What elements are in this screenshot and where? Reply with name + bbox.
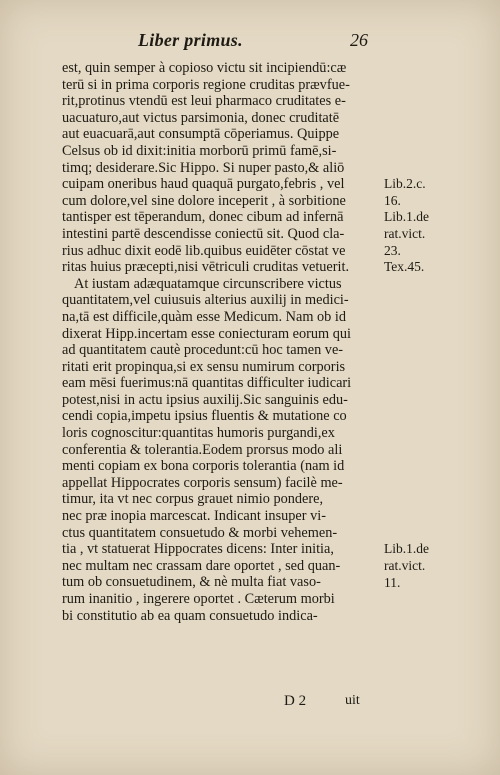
margin-note: rat.vict. bbox=[384, 226, 426, 241]
text-line: timq; desiderare.Sic Hippo. Si nuper pasto,& aliō bbox=[62, 159, 345, 176]
text-line: ritas huius præcepti,nisi vētriculi cruditas vetuerit. bbox=[62, 259, 350, 276]
text-line: na,tā est difficile,quàm esse Medicum. Nam ob id bbox=[62, 308, 347, 325]
page-number: 26 bbox=[350, 30, 368, 50]
margin-note: Lib.2.c. bbox=[384, 176, 426, 192]
text-line: At iustam adæquatamque circunscribere victus bbox=[74, 275, 342, 292]
text-line: dixerat Hipp.incertam esse coniecturam eorum qui bbox=[62, 325, 352, 342]
text-line: appellat Hippocrates corporis sensum) facilè me- bbox=[62, 474, 343, 491]
text-line: loris cognoscitur:quantitas humoris purgandi,ex bbox=[62, 425, 335, 442]
margin-note: Lib.1.de bbox=[384, 209, 429, 225]
text-line: tantisper est tēperandum, donec cibum ad infernā bbox=[62, 209, 344, 226]
text-line: menti copiam ex bona corporis tolerantia (nam id bbox=[62, 458, 345, 475]
body-text bbox=[62, 60, 378, 624]
text-line: bi constitutio ab ea quam consuetudo indica- bbox=[62, 607, 318, 624]
text-line: cendi copia,impetu ipsius fluentis & mutatione co bbox=[62, 408, 347, 425]
text-line: ad quantitatem cautè procedunt:cū hoc tamen ve- bbox=[62, 342, 344, 359]
margin-note: Lib.1.de bbox=[384, 541, 429, 557]
text-line: Celsus ob id dixit:initia morborū primū famē,si- bbox=[62, 142, 337, 159]
catchword: uit bbox=[345, 693, 360, 708]
text-line: est, quin semper à copioso victu sit incipiendū:cæ bbox=[62, 60, 347, 76]
text-line: aut euacuarā,aut consumptā cōperiamus. Quippe bbox=[62, 126, 340, 143]
text-line: nec multam nec crassam dare oportet , sed quan- bbox=[62, 557, 341, 574]
text-line: rum inanitio , ingerere oportet . Cæterum morbi bbox=[62, 591, 335, 607]
margin-note: 23. bbox=[384, 242, 401, 258]
text-line: rius adhuc dixit eodē lib.quibus euidēter cōstat ve bbox=[62, 242, 346, 259]
margin-note: 11. bbox=[384, 574, 401, 590]
running-title: Liber primus. bbox=[138, 30, 243, 50]
margin-note: 16. bbox=[384, 192, 401, 208]
margin-note: rat.vict. bbox=[384, 558, 426, 573]
signature-mark: D 2 bbox=[284, 693, 307, 709]
text-line: ritati erit propinqua,si ex sensu numirum corporis bbox=[62, 358, 346, 375]
text-line: potest,nisi in actu ipsius auxilij.Sic sanguinis edu- bbox=[62, 391, 348, 408]
text-line: cum dolore,vel sine dolore inceperit , à sorbitione bbox=[62, 192, 346, 209]
text-line: tum ob consuetudinem, & nè multa fiat vaso- bbox=[62, 574, 321, 591]
text-line: rit,protinus vtendū est leui pharmaco cruditates e- bbox=[62, 93, 346, 110]
text-line: tia , vt statuerat Hippocrates dicens: Inter initia, bbox=[62, 541, 334, 558]
margin-note: Tex.45. bbox=[384, 259, 425, 275]
text-line: nec præ inopia marcescat. Indicant insuper vi- bbox=[62, 508, 326, 525]
page-footer bbox=[0, 693, 500, 713]
text-line: quantitatem,vel cuiusuis alterius auxilij in medici- bbox=[62, 292, 349, 309]
text-line: intestini partē descendisse coniectū sit. Quod cla- bbox=[62, 225, 345, 242]
text-line: ctus quantitatem consuetudo & morbi vehemen- bbox=[62, 524, 338, 541]
text-line: uacuaturo,aut victus parsimonia, donec cruditatē bbox=[62, 109, 340, 126]
text-line: eam mēsi fuerimus:nā quantitas difficulter iudicari bbox=[62, 375, 352, 392]
text-line: terū si in prima corporis regione cruditas prævfue- bbox=[62, 76, 350, 93]
text-line: timur, ita vt nec corpus grauet nimio pondere, bbox=[62, 491, 324, 508]
text-line: cuipam oneribus haud quaquā purgato,febris , vel bbox=[62, 176, 345, 193]
text-line: conferentia & tolerantia.Eodem prorsus modo ali bbox=[62, 441, 343, 458]
